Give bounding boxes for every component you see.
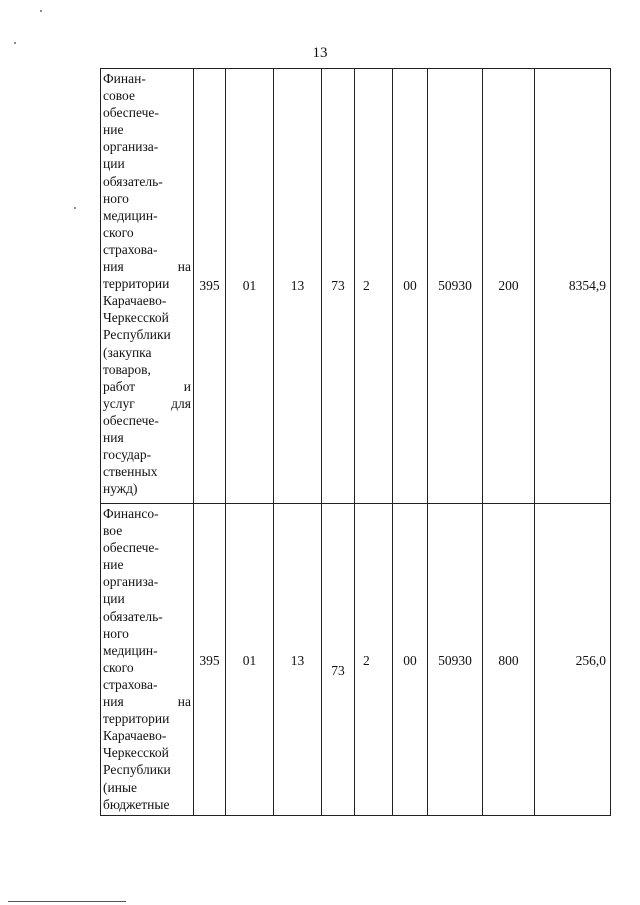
name-line: работ и: [103, 378, 191, 394]
name-line: ния на: [103, 694, 191, 710]
name-line: вое: [103, 523, 123, 539]
name-line: Республики: [103, 327, 171, 343]
name-line: Финан-: [103, 71, 146, 86]
name-line: ного: [103, 625, 129, 641]
name-line: ния на: [103, 259, 191, 275]
name-line: ции: [103, 591, 125, 607]
name-line: обеспече-: [103, 540, 159, 556]
event-code-cell: 00: [393, 69, 428, 504]
subprogram-code-cell: 2: [355, 69, 393, 504]
name-line: ния: [103, 429, 124, 445]
row-name-cell: [101, 504, 194, 816]
name-line: Финансо-: [103, 506, 159, 521]
expense-type-cell: 200: [483, 69, 535, 504]
ministry-code-cell: 395: [194, 69, 226, 504]
name-line: ского: [103, 659, 134, 675]
name-line: ции: [103, 156, 125, 172]
event-code-cell: 00: [393, 504, 428, 816]
name-line: ственных: [103, 464, 158, 480]
name-line: медицин-: [103, 207, 158, 223]
amount-cell: 8354,9: [535, 69, 611, 504]
name-line: совое: [103, 88, 135, 104]
name-line: (закупка: [103, 344, 152, 360]
scan-speck: [40, 10, 42, 12]
name-line: Черкесской: [103, 310, 169, 326]
program-code-cell: 73: [322, 69, 355, 504]
name-line: бюджетные: [103, 796, 170, 812]
name-line: обязатель-: [103, 173, 163, 189]
name-line: (иные: [103, 779, 138, 795]
program-code-cell: 73: [322, 504, 355, 816]
name-line: государ-: [103, 447, 152, 463]
scan-speck: [14, 42, 16, 44]
name-line: обеспече-: [103, 412, 159, 428]
expense-type-cell: 800: [483, 504, 535, 816]
name-line: ние: [103, 122, 124, 138]
name-line: обязатель-: [103, 608, 163, 624]
name-line: услуг для: [103, 395, 191, 411]
amount-cell: 256,0: [535, 504, 611, 816]
name-line: обеспече-: [103, 105, 159, 121]
budget-table: [100, 68, 611, 816]
ministry-code-cell: 395: [194, 504, 226, 816]
scan-edge-rule: [8, 901, 126, 902]
subsection-code-cell: 13: [274, 69, 322, 504]
name-line: организа-: [103, 574, 159, 590]
name-line: Карачаево-: [103, 293, 167, 309]
table-row: [101, 504, 611, 816]
scan-speck: [74, 207, 76, 209]
section-code-cell: 01: [226, 69, 274, 504]
direction-code-cell: 50930: [428, 69, 483, 504]
name-line: ного: [103, 190, 129, 206]
name-line: нужд): [103, 481, 138, 497]
section-code-cell: 01: [226, 504, 274, 816]
table-row: [101, 69, 611, 504]
name-line: Черкесской: [103, 745, 169, 761]
name-line: территории: [103, 276, 170, 292]
name-line: страхова-: [103, 676, 158, 692]
name-line: Карачаево-: [103, 728, 167, 744]
subprogram-code-cell: 2: [355, 504, 393, 816]
name-line: территории: [103, 711, 170, 727]
direction-code-cell: 50930: [428, 504, 483, 816]
name-line: ние: [103, 557, 124, 573]
name-line: медицин-: [103, 642, 158, 658]
row-name-cell: [101, 69, 194, 504]
name-line: страхова-: [103, 241, 158, 257]
name-line: товаров,: [103, 361, 151, 377]
name-line: организа-: [103, 139, 159, 155]
subsection-code-cell: 13: [274, 504, 322, 816]
name-line: ского: [103, 224, 134, 240]
name-line: Республики: [103, 762, 171, 778]
page-number: 13: [312, 45, 328, 61]
